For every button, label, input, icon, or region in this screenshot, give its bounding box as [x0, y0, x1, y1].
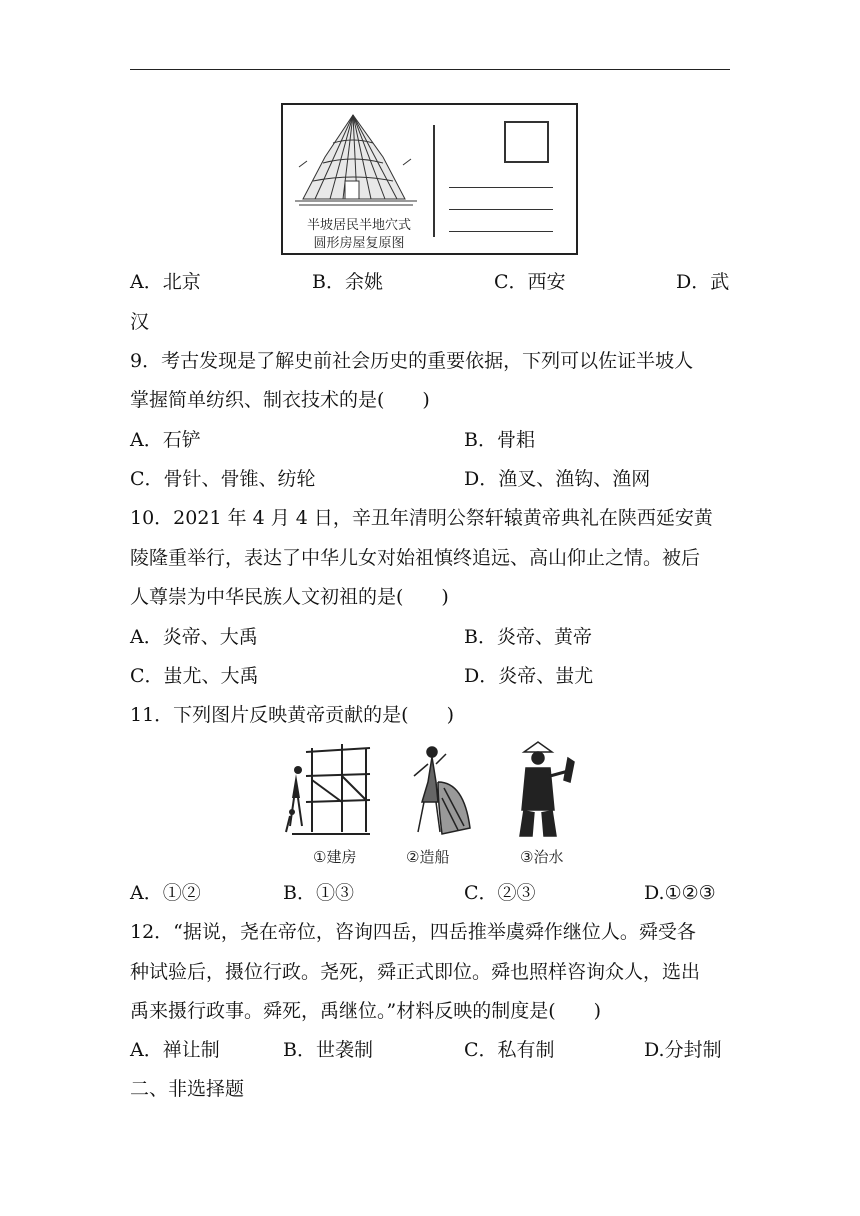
q9-option-d: D．渔叉、渔钩、渔网 [464, 468, 651, 490]
q9-option-b: B．骨耜 [464, 429, 535, 451]
q10-option-c: C．蚩尤、大禹 [130, 665, 259, 687]
q11-option-c: C．②③ [464, 882, 536, 904]
q8-option-d: D．武 [676, 271, 730, 293]
address-line [449, 209, 553, 210]
q11-figure-label-3: ③治水 [520, 848, 564, 866]
thatched-hut-illustration [285, 107, 435, 219]
q10-option-a: A．炎帝、大禹 [130, 626, 258, 648]
q12-option-b: B．世袭制 [283, 1039, 373, 1061]
q11-figure-label-1: ①建房 [313, 848, 357, 866]
q9-option-a: A．石铲 [130, 429, 201, 451]
q11-stem: 11．下列图片反映黄帝贡献的是( ) [130, 704, 455, 726]
q10-stem-line1: 10．2021 年 4 月 4 日，辛丑年清明公祭轩辕黄帝典礼在陕西延安黄 [130, 507, 713, 529]
q9-option-c: C．骨针、骨锥、纺轮 [130, 468, 316, 490]
q10-option-d: D．炎帝、蚩尤 [464, 665, 594, 687]
stamp-box [504, 121, 549, 163]
house-building-illustration [282, 740, 372, 840]
q11-option-a: A．①② [130, 882, 201, 904]
q9-stem-line1: 9．考古发现是了解史前社会历史的重要依据，下列可以佐证半坡人 [130, 350, 694, 372]
q12-option-c: C．私有制 [464, 1039, 555, 1061]
q8-option-b: B．余姚 [312, 271, 383, 293]
q11-option-d: D.①②③ [644, 882, 716, 904]
address-line [449, 187, 553, 188]
q10-option-b: B．炎帝、黄帝 [464, 626, 592, 648]
q12-stem-line2: 种试验后，摄位行政。尧死，舜正式即位。舜也照样咨询众人，选出 [130, 961, 701, 983]
q8-option-c: C．西安 [494, 271, 566, 293]
q11-option-b: B．①③ [283, 882, 354, 904]
postcard-caption-line1: 半坡居民半地穴式 [306, 218, 411, 233]
section-2-title: 二、非选择题 [130, 1078, 245, 1100]
q12-stem-line1: 12．“据说，尧在帝位，咨询四岳，四岳推举虞舜作继位人。舜受各 [130, 921, 696, 943]
q8-option-d-wrap: 汉 [130, 311, 150, 333]
q11-figure-label-2: ②造船 [406, 848, 450, 866]
q10-stem-line3: 人尊崇为中华民族人文初祖的是( ) [130, 586, 449, 608]
q12-option-a: A．禅让制 [130, 1039, 220, 1061]
postcard-divider [433, 125, 435, 237]
boat-building-illustration [398, 742, 478, 842]
q12-option-d: D.分封制 [644, 1039, 722, 1061]
flood-control-illustration [506, 740, 596, 844]
q10-stem-line2: 陵隆重举行，表达了中华儿女对始祖慎终追远、高山仰止之情。被后 [130, 547, 701, 569]
q9-stem-line2: 掌握简单纺织、制衣技术的是( ) [130, 389, 430, 411]
postcard-caption-line2: 圆形房屋复原图 [313, 236, 405, 251]
header-rule [130, 69, 730, 70]
banpo-postcard-figure [281, 103, 578, 255]
q12-stem-line3: 禹来摄行政事。舜死，禹继位。”材料反映的制度是( ) [130, 1000, 602, 1022]
address-line [449, 231, 553, 232]
q8-option-a: A．北京 [130, 271, 201, 293]
